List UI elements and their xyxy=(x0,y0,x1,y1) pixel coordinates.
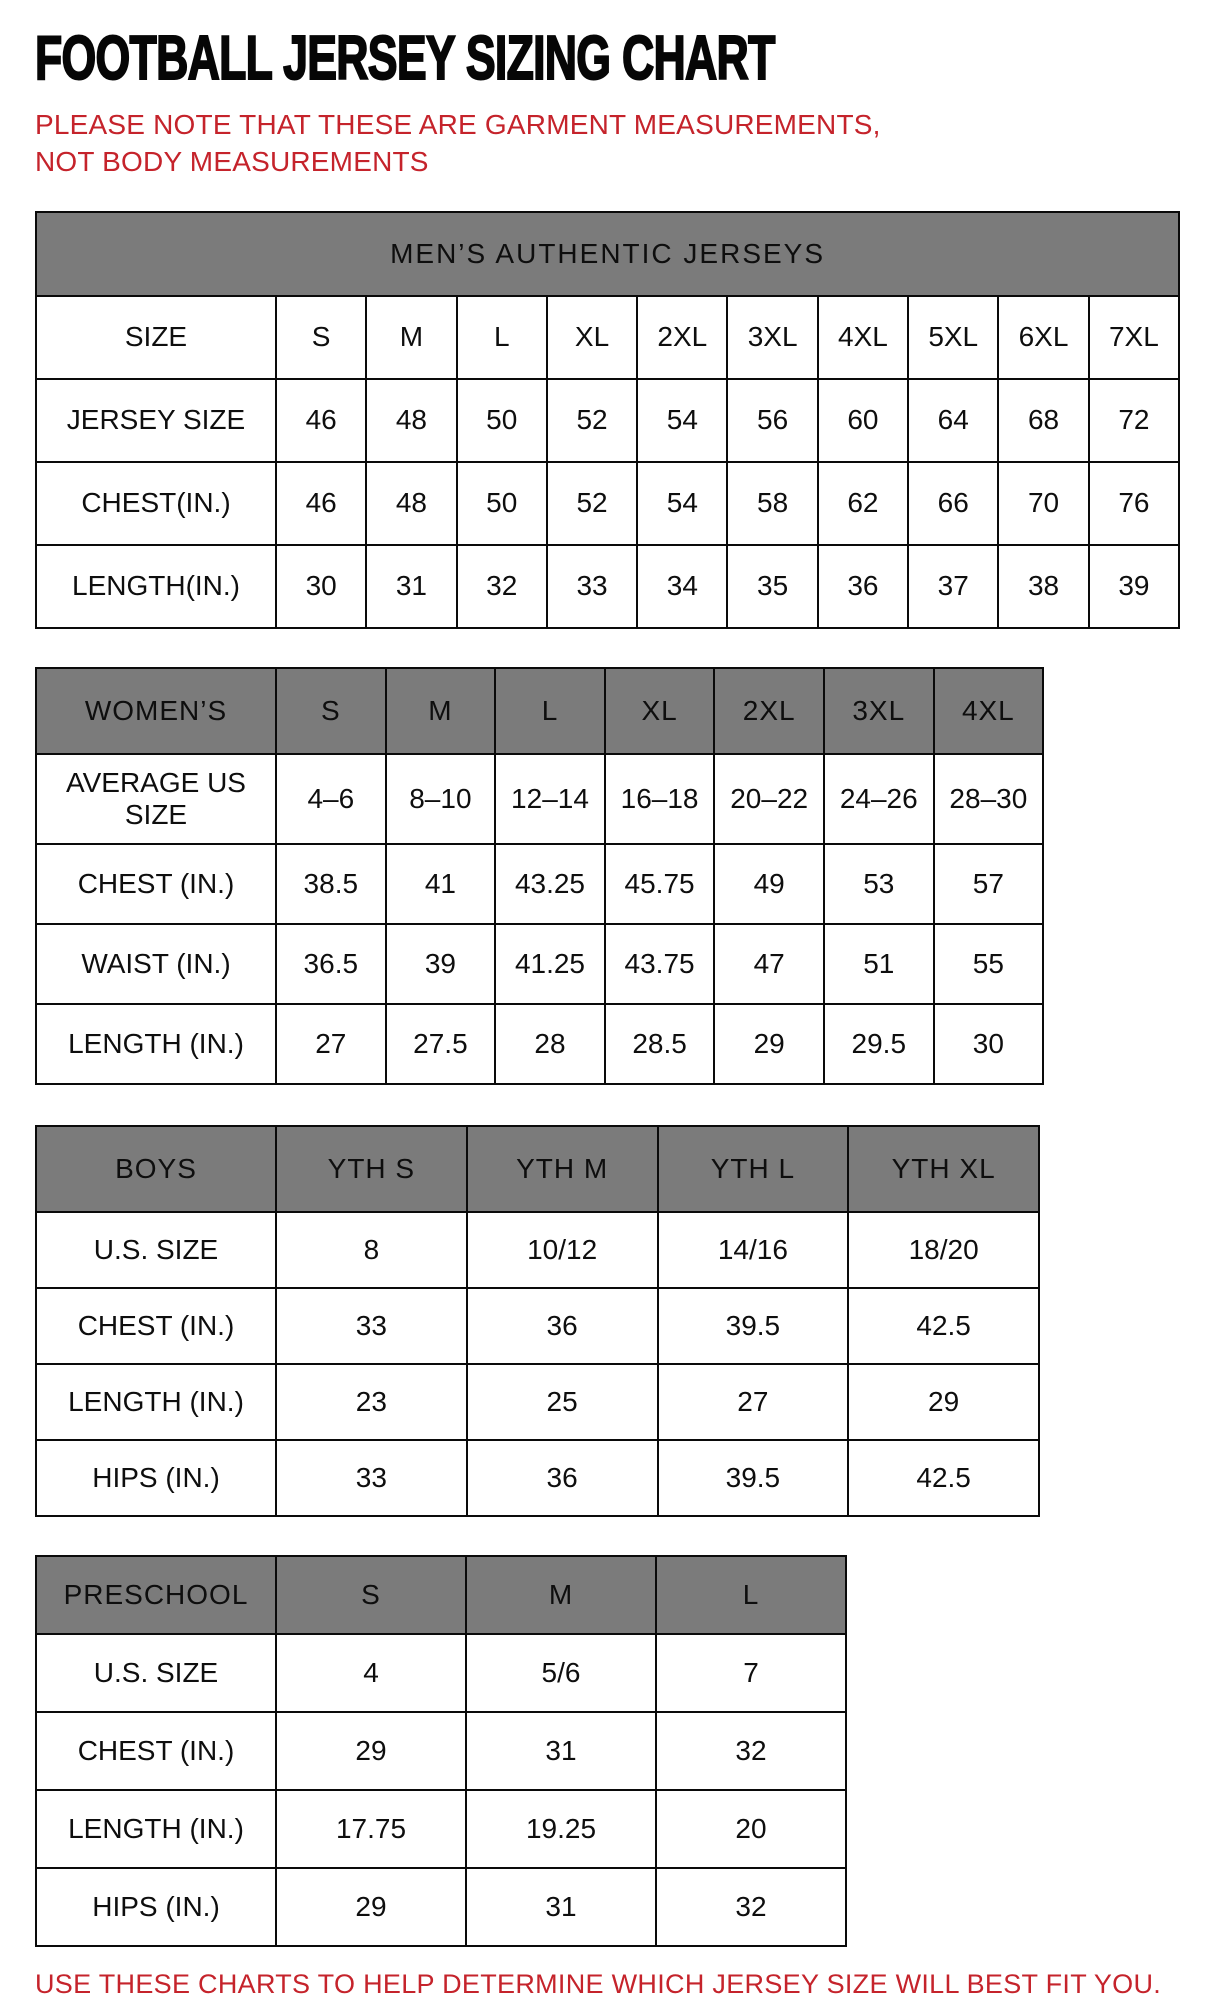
size-value-cell: 28.5 xyxy=(605,1004,715,1084)
size-value-cell: 20–22 xyxy=(714,754,824,844)
table-row xyxy=(36,924,1043,1004)
boys-table xyxy=(35,1125,1040,1517)
size-value-cell: 48 xyxy=(366,462,456,545)
womens-table xyxy=(35,667,1044,1085)
size-value-cell: 31 xyxy=(466,1712,656,1790)
table-row xyxy=(36,1288,1039,1364)
size-value-cell: 17.75 xyxy=(276,1790,466,1868)
size-column-header: L xyxy=(656,1556,846,1634)
size-value-cell: 24–26 xyxy=(824,754,934,844)
page-title: FOOTBALL JERSEY SIZING CHART xyxy=(35,24,775,93)
size-value-cell: 27.5 xyxy=(386,1004,496,1084)
size-value-cell: 33 xyxy=(276,1288,467,1364)
size-value-cell: 54 xyxy=(637,379,727,462)
size-value-cell: 32 xyxy=(656,1712,846,1790)
row-label: CHEST (IN.) xyxy=(36,844,276,924)
table-group-label: BOYS xyxy=(36,1126,276,1212)
table-row xyxy=(36,462,1179,545)
size-value-cell: 25 xyxy=(467,1364,658,1440)
row-label: LENGTH (IN.) xyxy=(36,1364,276,1440)
size-value-cell: 38 xyxy=(998,545,1088,628)
size-value-cell: 56 xyxy=(727,379,817,462)
size-value-cell: 19.25 xyxy=(466,1790,656,1868)
size-value-cell: 36.5 xyxy=(276,924,386,1004)
size-value-cell: 46 xyxy=(276,462,366,545)
size-column-header: M xyxy=(386,668,496,754)
size-column-header: S xyxy=(276,668,386,754)
size-value-cell: 39.5 xyxy=(658,1288,849,1364)
size-value-cell: M xyxy=(366,296,456,379)
table-row xyxy=(36,1790,846,1868)
size-value-cell: 42.5 xyxy=(848,1440,1039,1516)
size-value-cell: 4 xyxy=(276,1634,466,1712)
table-row xyxy=(36,379,1179,462)
best-fit-note: USE THESE CHARTS TO HELP DETERMINE WHICH JERSEY SIZE WILL BEST FIT YOU. xyxy=(35,1969,1162,1999)
table-row xyxy=(36,1212,1039,1288)
size-value-cell: 41.25 xyxy=(495,924,605,1004)
size-value-cell: 36 xyxy=(467,1288,658,1364)
size-value-cell: 30 xyxy=(276,545,366,628)
table-row xyxy=(36,754,1043,844)
row-label: JERSEY SIZE xyxy=(36,379,276,462)
size-value-cell: 47 xyxy=(714,924,824,1004)
size-value-cell: 8 xyxy=(276,1212,467,1288)
size-value-cell: 41 xyxy=(386,844,496,924)
size-column-header: YTH M xyxy=(467,1126,658,1212)
size-value-cell: L xyxy=(457,296,547,379)
size-value-cell: 45.75 xyxy=(605,844,715,924)
size-value-cell: 39 xyxy=(1089,545,1179,628)
table-row xyxy=(36,1712,846,1790)
size-value-cell: 18/20 xyxy=(848,1212,1039,1288)
row-label: HIPS (IN.) xyxy=(36,1440,276,1516)
mens-table-banner: MEN’S AUTHENTIC JERSEYS xyxy=(36,212,1179,296)
size-value-cell: 4XL xyxy=(818,296,908,379)
size-value-cell: 7XL xyxy=(1089,296,1179,379)
table-row xyxy=(36,1440,1039,1516)
size-value-cell: 54 xyxy=(637,462,727,545)
size-value-cell: 2XL xyxy=(637,296,727,379)
size-column-header: L xyxy=(495,668,605,754)
size-value-cell: 28 xyxy=(495,1004,605,1084)
size-value-cell: 52 xyxy=(547,462,637,545)
table-group-label: PRESCHOOL xyxy=(36,1556,276,1634)
size-value-cell: 35 xyxy=(727,545,817,628)
size-value-cell: 12–14 xyxy=(495,754,605,844)
size-value-cell: 8–10 xyxy=(386,754,496,844)
size-value-cell: 62 xyxy=(818,462,908,545)
size-value-cell: 50 xyxy=(457,462,547,545)
row-label: HIPS (IN.) xyxy=(36,1868,276,1946)
size-value-cell: 5XL xyxy=(908,296,998,379)
size-value-cell: 5/6 xyxy=(466,1634,656,1712)
size-column-header: S xyxy=(276,1556,466,1634)
size-column-header: 4XL xyxy=(934,668,1044,754)
mens-authentic-jerseys-table xyxy=(35,211,1180,629)
size-value-cell: 70 xyxy=(998,462,1088,545)
table-row xyxy=(36,1364,1039,1440)
size-column-header: YTH S xyxy=(276,1126,467,1212)
size-value-cell: 7 xyxy=(656,1634,846,1712)
row-label: WAIST (IN.) xyxy=(36,924,276,1004)
size-value-cell: 42.5 xyxy=(848,1288,1039,1364)
size-value-cell: 43.25 xyxy=(495,844,605,924)
size-column-header: XL xyxy=(605,668,715,754)
row-label: LENGTH (IN.) xyxy=(36,1790,276,1868)
size-column-header: 3XL xyxy=(824,668,934,754)
size-value-cell: 60 xyxy=(818,379,908,462)
size-value-cell: 4–6 xyxy=(276,754,386,844)
size-value-cell: 16–18 xyxy=(605,754,715,844)
table-group-label: WOMEN’S xyxy=(36,668,276,754)
size-column-header: 2XL xyxy=(714,668,824,754)
size-value-cell: 39 xyxy=(386,924,496,1004)
size-value-cell: 46 xyxy=(276,379,366,462)
row-label: AVERAGE US SIZE xyxy=(36,754,276,844)
size-column-header: M xyxy=(466,1556,656,1634)
size-value-cell: 29 xyxy=(276,1868,466,1946)
size-column-header: YTH L xyxy=(658,1126,849,1212)
row-label: U.S. SIZE xyxy=(36,1634,276,1712)
size-column-header: YTH XL xyxy=(848,1126,1039,1212)
table-row xyxy=(36,844,1043,924)
size-value-cell: 38.5 xyxy=(276,844,386,924)
size-value-cell: 58 xyxy=(727,462,817,545)
size-value-cell: 36 xyxy=(818,545,908,628)
size-value-cell: 28–30 xyxy=(934,754,1044,844)
size-value-cell: 49 xyxy=(714,844,824,924)
size-value-cell: 32 xyxy=(656,1868,846,1946)
row-label: CHEST(IN.) xyxy=(36,462,276,545)
size-value-cell: 50 xyxy=(457,379,547,462)
size-value-cell: 39.5 xyxy=(658,1440,849,1516)
size-value-cell: 68 xyxy=(998,379,1088,462)
table-row xyxy=(36,545,1179,628)
table-row xyxy=(36,296,1179,379)
size-value-cell: 29 xyxy=(848,1364,1039,1440)
row-label: LENGTH(IN.) xyxy=(36,545,276,628)
size-value-cell: 43.75 xyxy=(605,924,715,1004)
size-value-cell: 6XL xyxy=(998,296,1088,379)
size-value-cell: 76 xyxy=(1089,462,1179,545)
size-value-cell: 29 xyxy=(714,1004,824,1084)
size-value-cell: 33 xyxy=(547,545,637,628)
row-label: SIZE xyxy=(36,296,276,379)
size-value-cell: 37 xyxy=(908,545,998,628)
size-value-cell: 34 xyxy=(637,545,727,628)
size-value-cell: 64 xyxy=(908,379,998,462)
size-value-cell: 72 xyxy=(1089,379,1179,462)
row-label: CHEST (IN.) xyxy=(36,1288,276,1364)
size-value-cell: 51 xyxy=(824,924,934,1004)
size-value-cell: 31 xyxy=(466,1868,656,1946)
size-value-cell: 29.5 xyxy=(824,1004,934,1084)
garment-measurements-note: PLEASE NOTE THAT THESE ARE GARMENT MEASUREMENTS, NOT BODY MEASUREMENTS xyxy=(35,109,881,178)
size-value-cell: 3XL xyxy=(727,296,817,379)
size-value-cell: 29 xyxy=(276,1712,466,1790)
size-value-cell: 27 xyxy=(276,1004,386,1084)
table-row xyxy=(36,1868,846,1946)
table-row xyxy=(36,1004,1043,1084)
size-value-cell: 36 xyxy=(467,1440,658,1516)
size-value-cell: 27 xyxy=(658,1364,849,1440)
size-value-cell: 10/12 xyxy=(467,1212,658,1288)
size-value-cell: 23 xyxy=(276,1364,467,1440)
size-value-cell: 57 xyxy=(934,844,1044,924)
size-value-cell: 66 xyxy=(908,462,998,545)
table-row xyxy=(36,1634,846,1712)
size-value-cell: XL xyxy=(547,296,637,379)
size-value-cell: 20 xyxy=(656,1790,846,1868)
row-label: U.S. SIZE xyxy=(36,1212,276,1288)
size-value-cell: 55 xyxy=(934,924,1044,1004)
size-value-cell: 30 xyxy=(934,1004,1044,1084)
size-value-cell: 48 xyxy=(366,379,456,462)
size-value-cell: 33 xyxy=(276,1440,467,1516)
size-value-cell: 53 xyxy=(824,844,934,924)
size-value-cell: 32 xyxy=(457,545,547,628)
row-label: LENGTH (IN.) xyxy=(36,1004,276,1084)
size-value-cell: 31 xyxy=(366,545,456,628)
size-value-cell: 14/16 xyxy=(658,1212,849,1288)
size-value-cell: S xyxy=(276,296,366,379)
row-label: CHEST (IN.) xyxy=(36,1712,276,1790)
preschool-table xyxy=(35,1555,847,1947)
size-value-cell: 52 xyxy=(547,379,637,462)
